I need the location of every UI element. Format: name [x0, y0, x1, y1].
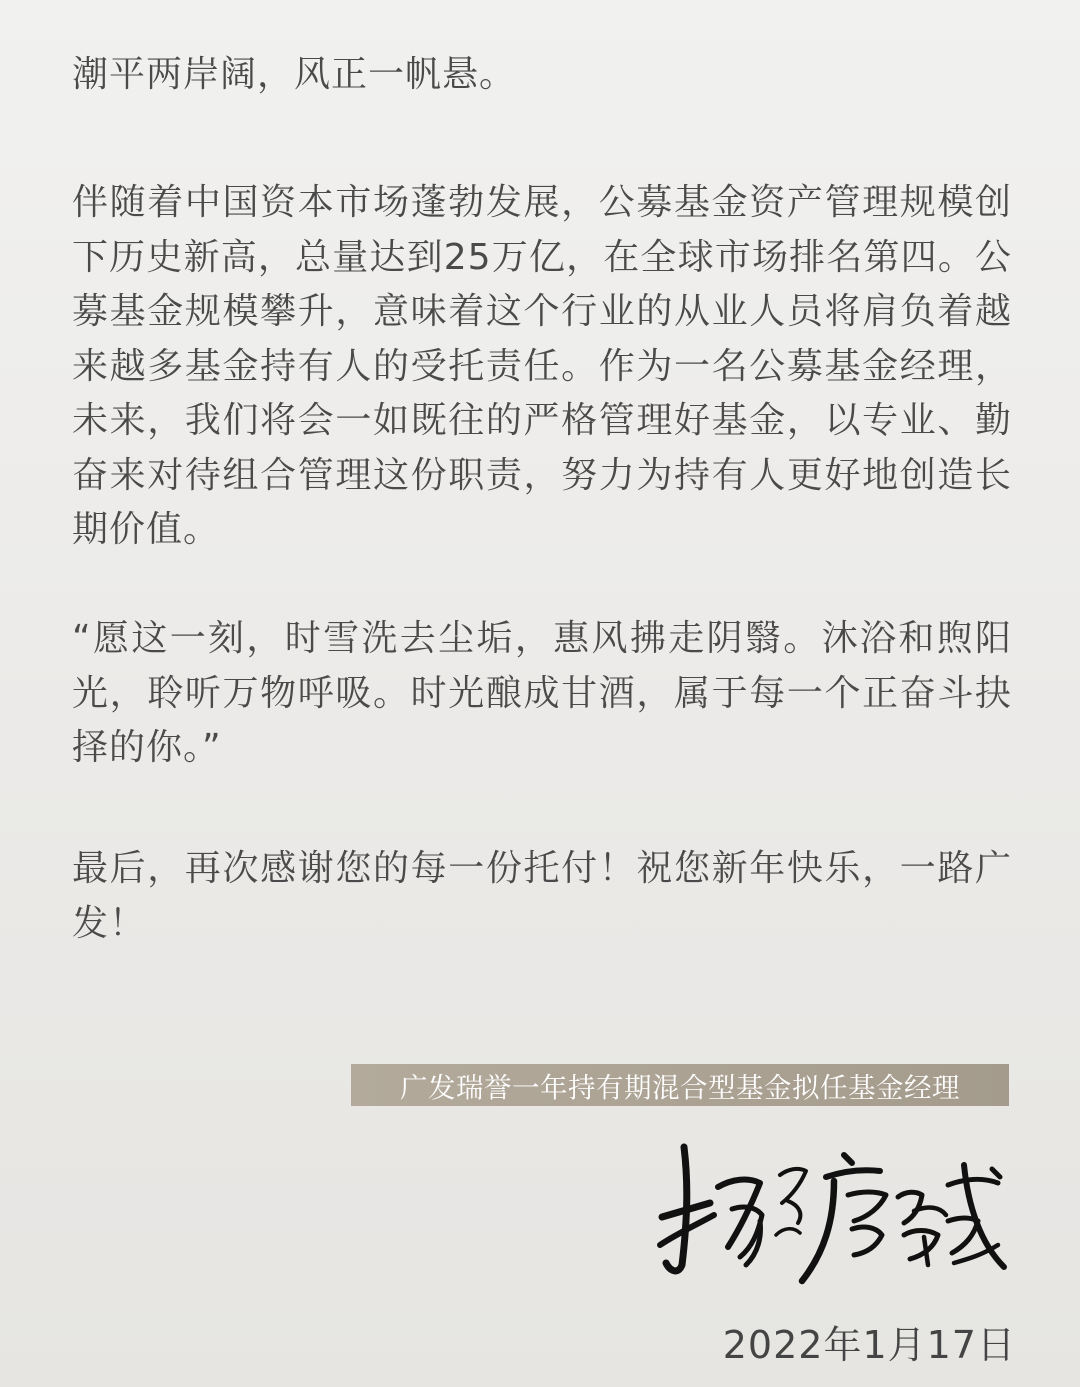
manager-title-band: [351, 1064, 1009, 1106]
handwritten-signature: [648, 1125, 1018, 1290]
manager-title: 广发瑞誉一年持有期混合型基金拟任基金经理: [400, 1072, 960, 1104]
quote-paragraph: “愿这一刻，时雪洗去尘垢，惠风拂走阴翳。沐浴和煦阳光，聆听万物呼吸。时光酿成甘酒，属于每一个正奋斗抉择的你。”: [72, 618, 1012, 768]
body-paragraph: 伴随着中国资本市场蓬勃发展，公募基金资产管理规模创下历史新高，总量达到25万亿，在全球市场排名第四。公募基金规模攀升，意味着这个行业的从业人员将肩负着越来越多基金持有人的受托责任。作为一名公募基金经理，未来，我们将会一如既往的严格管理好基金，以专业、勤奋来对待组合管理这份职责，努力为持有人更好地创造长期价值。: [72, 182, 1012, 550]
closing-paragraph: 最后，再次感谢您的每一份托付！祝您新年快乐，一路广发！: [72, 848, 1012, 944]
letter-date: 2022年1月17日: [722, 1323, 1016, 1367]
opening-paragraph: 潮平两岸阔，风正一帆悬。: [72, 54, 517, 95]
